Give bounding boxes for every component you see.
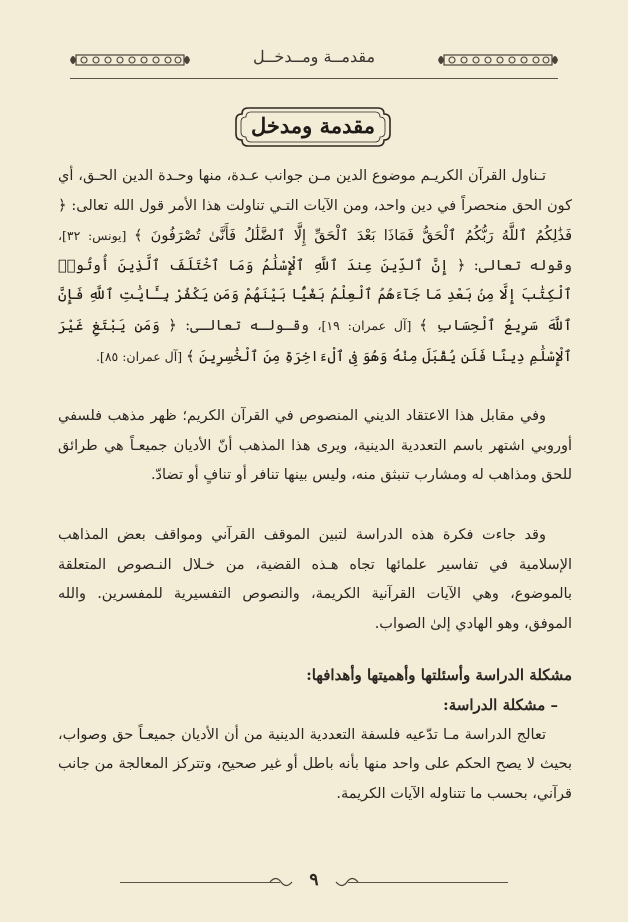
paragraph-intro xyxy=(58,162,572,372)
running-title: مقدمــة ومــدخــل xyxy=(252,47,376,66)
paragraph-problem: تعالج الدراسة مـا تدّعيه فلسفة التعددية الدينية من أن الأديان جميعـاً حق وصواب، بحيث لا يصح الحكم على واحد منها بأنه باطل أو غير صحيح، وتتركز المعالجة من جانب قرآني، بحسب ما تتناوله الآيات الكريمة. xyxy=(58,726,572,802)
section-heading: مشكلة الدراسة وأسئلتها وأهميتها وأهدافها: xyxy=(306,666,572,685)
quran-verse-2: ﴿ إِنَّ ٱلدِّينَ عِندَ ٱللَّهِ ٱلْإِسْلَٰمُ وَمَا ٱخْتَلَفَ ٱلَّذِينَ أُوتُوا۟ ٱلْكِتَٰبَ إِلَّا مِنۢ بَعْدِ مَا جَآءَهُمُ ٱلْعِلْمُ بَغْيًۢا بَيْنَهُمْ وَمَن يَكْفُرْ بِـَٔايَٰتِ ٱللَّهِ فَإِنَّ ٱللَّهَ سَرِيعُ ٱلْحِسَابِ ﴾ xyxy=(58,257,572,334)
quran-verse-3: ﴿ وَمَن يَبْتَغِ غَيْرَ ٱلْإِسْلَٰمِ دِينًا فَلَن يُقْبَلَ مِنْهُ وَهُوَ فِى ٱلْءَاخِرَةِ مِنَ ٱلْخَٰسِرِينَ ﴾ xyxy=(58,317,572,365)
paragraph-gap xyxy=(58,372,572,402)
footer-rule-right xyxy=(348,882,508,883)
chapter-title-frame xyxy=(234,104,392,150)
paragraph-study-idea: وقد جاءت فكرة هذه الدراسة لتبين الموقف القرآني ومواقف بعض المذاهب الإسلامية في تفاسير علمائها تجاه هـذه القضية، من خـلال النـصوص المتعلقة بالموضوع، وهي الآيات القرآنية الكريمة، والنصوص التفسيرية للمفسرين. والله الموفق، وهو الهادي إلىٰ الصواب. xyxy=(58,526,572,632)
page-footer xyxy=(0,868,628,898)
header-rule xyxy=(70,78,558,79)
paragraph-gap xyxy=(58,491,572,521)
quran-verse-1: ﴿ فَذَٰلِكُمُ ٱللَّهُ رَبُّكُمُ ٱلْحَقُّ فَمَاذَا بَعْدَ ٱلْحَقِّ إِلَّا ٱلضَّلَٰلُ فَأَنَّىٰ تُصْرَفُونَ ﴾ xyxy=(58,197,572,245)
body-text xyxy=(58,162,572,809)
paragraph-pluralism: وفي مقابل هذا الاعتقاد الديني المنصوص في القرآن الكريم؛ ظهر مذهب فلسفي أوروبي اشتهر باسم التعددية الدينية، ويرى هذا المذهب أنّ الأديان جميعـاً هي طرائق للحق ومذاهب له ومشارب تنبثق منه، وليس بينها تنافر أو تنافٍ أو تضادّ. xyxy=(58,408,572,484)
chapter-title: مقدمة ومدخل xyxy=(250,113,375,138)
intro-text: تـناول القرآن الكريـم موضوع الدين مـن جوانب عـدة، منها وحـدة الدين الحـق، أي كون الحق منحصراً في دين واحد، ومن الآيات التـي تناولت هذا الأمر قول الله تعالى: xyxy=(58,168,572,214)
connector-text-1: وقوله تعالى: xyxy=(465,257,572,274)
ornament-right-icon xyxy=(438,48,558,72)
verse-citation-2: [آل عمران: ١٩]، xyxy=(317,317,420,333)
paragraph-gap xyxy=(58,639,572,661)
page-number: ٩ xyxy=(309,870,319,890)
section-subheading: – مشكلة الدراسة: xyxy=(443,695,558,714)
verse-citation-3: [آل عمران: ٨٥]. xyxy=(95,348,187,364)
verse-citation-1: [يونس: ٣٢]، xyxy=(58,228,134,244)
connector-text-2: وقـولـه تعالـى: xyxy=(176,317,318,334)
page-header xyxy=(70,44,558,76)
